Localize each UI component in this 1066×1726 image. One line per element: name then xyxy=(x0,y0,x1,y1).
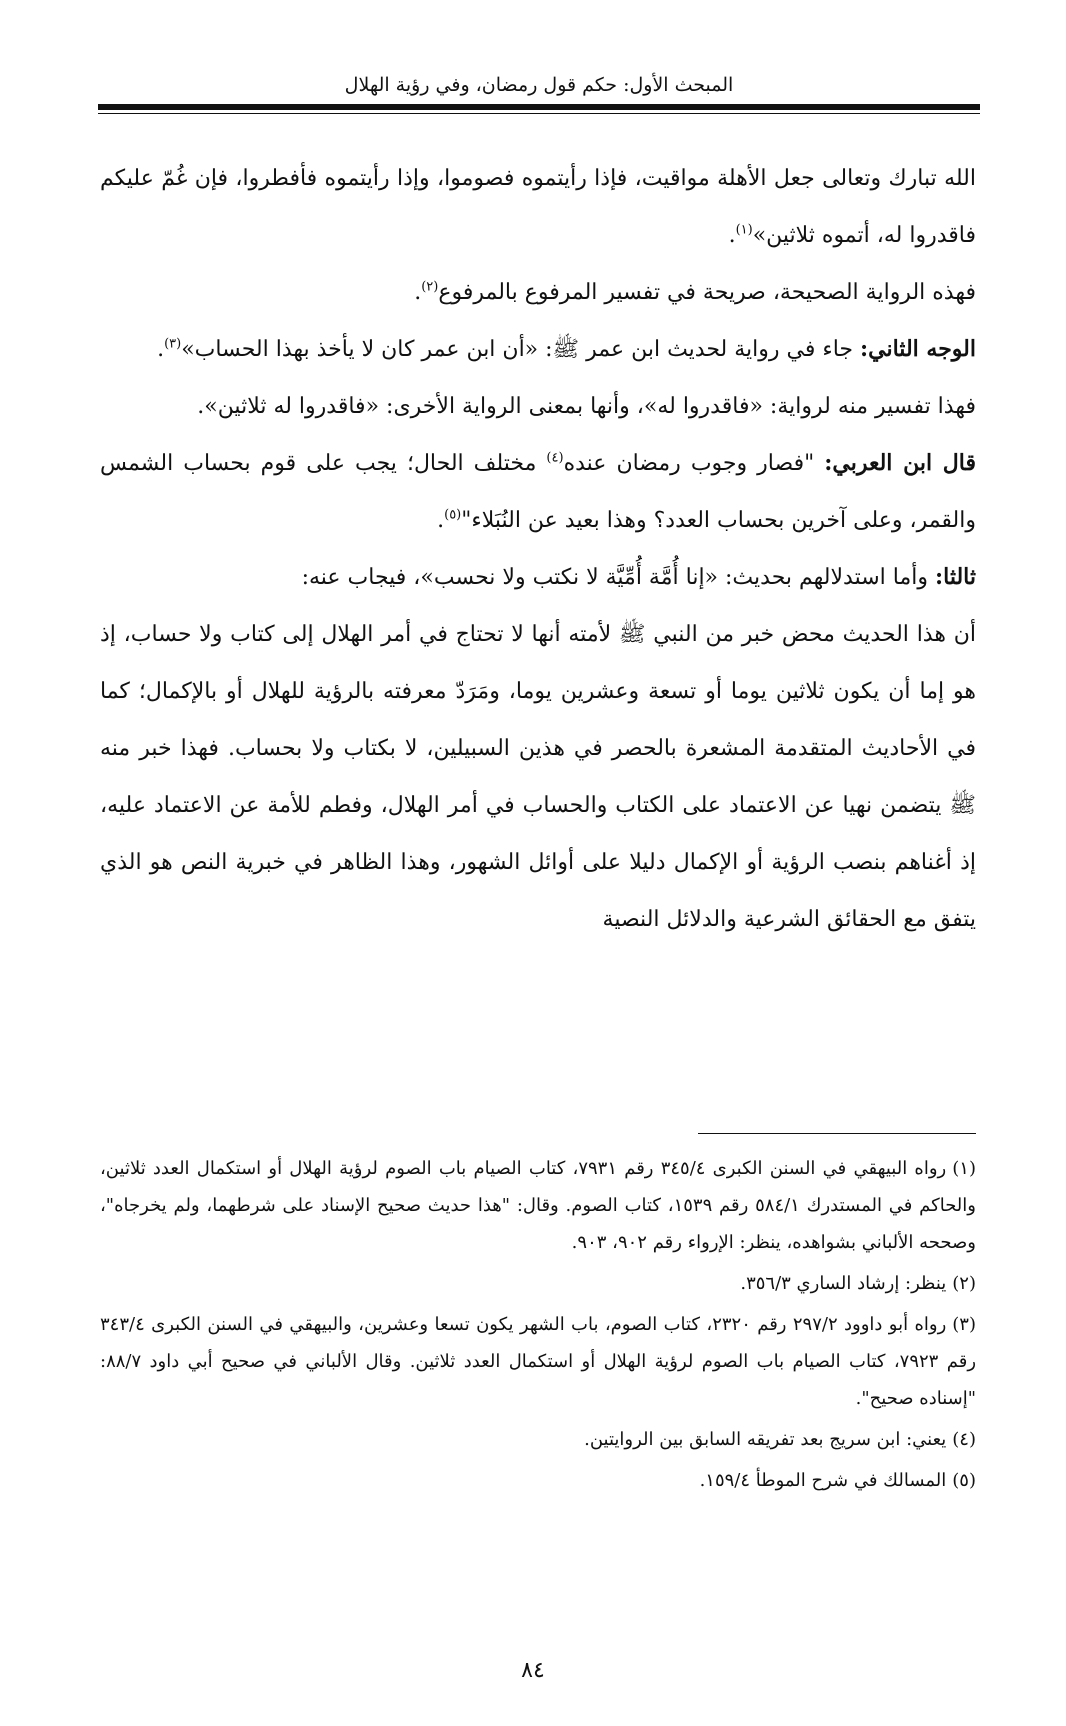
footnote-3 xyxy=(100,1306,976,1417)
main-text xyxy=(100,150,976,948)
footnote-text: رواه البيهقي في السنن الكبرى ٣٤٥/٤ رقم ٧٩٣١، كتاب الصيام باب الصوم لرؤية الهلال أو استكمال العدد ثلاثين، والحاكم في المستدرك ٥٨٤/١ رقم ١٥٣٩، كتاب الصوم. وقال: "هذا حديث صحيح الإسناد على شرطهما، ولم يخرجاه"، وصححه الألباني بشواهده، ينظر: الإرواء رقم ٩٠٢، ٩٠٣. xyxy=(100,1158,976,1253)
header-rule-thin xyxy=(98,113,980,114)
footnote-text: المسالك في شرح الموطأ ١٥٩/٤. xyxy=(699,1470,947,1491)
footnote-number: (١) xyxy=(952,1158,976,1179)
footnote-1 xyxy=(100,1150,976,1261)
paragraph-1-end: . xyxy=(728,223,736,248)
section-label-ibn-al-arabi: قال ابن العربي: xyxy=(824,450,976,476)
running-header: المبحث الأول: حكم قول رمضان، وفي رؤية الهلال xyxy=(344,74,734,96)
paragraph-3 xyxy=(100,321,976,378)
paragraph-2 xyxy=(100,264,976,321)
footnote-2 xyxy=(100,1265,976,1302)
footnote-ref-5: (٥) xyxy=(444,507,462,523)
footnote-ref-2: (٢) xyxy=(421,279,439,295)
footnote-4 xyxy=(100,1421,976,1458)
footnote-ref-4: (٤) xyxy=(546,450,564,466)
paragraph-7 xyxy=(100,606,976,948)
footnote-text: رواه أبو داوود ٢٩٧/٢ رقم ٢٣٢٠، كتاب الصوم، باب الشهر يكون تسعا وعشرين، والبيهقي في السنن الكبرى ٣٤٣/٤ رقم ٧٩٢٣، كتاب الصيام باب الصوم لرؤية الهلال أو استكمال العدد ثلاثين. وقال الألباني في صحيح أبي داود ٨٨/٧: "إسناده صحيح". xyxy=(100,1314,977,1409)
footnote-5 xyxy=(100,1462,976,1499)
section-label-second-aspect: الوجه الثاني: xyxy=(860,336,976,362)
paragraph-3-text: جاء في رواية لحديث ابن عمر ﷺ: «أن ابن عمر كان لا يأخذ بهذا الحساب» xyxy=(181,337,861,362)
page-number: ٨٤ xyxy=(521,1658,545,1683)
footnote-ref-3: (٣) xyxy=(164,336,182,352)
paragraph-4 xyxy=(100,378,976,435)
footnote-separator xyxy=(698,1133,976,1134)
paragraph-1-text: الله تبارك وتعالى جعل الأهلة مواقيت، فإذا رأيتموه فصوموا، وإذا رأيتموه فأفطروا، فإن غُمّ عليكم فاقدروا له، أتموه ثلاثين» xyxy=(100,166,976,248)
paragraph-6-text: وأما استدلالهم بحديث: «إنا أُمَّة أُمِّيَّة لا نكتب ولا نحسب»، فيجاب عنه: xyxy=(301,565,935,590)
paragraph-5-text-b: مختلف الحال؛ يجب على قوم بحساب الشمس والقمر، وعلى آخرين بحساب العدد؟ وهذا بعيد عن النُبَلاء" xyxy=(100,451,976,533)
footnote-text: يعني: ابن سريج بعد تفريقه السابق بين الروايتين. xyxy=(584,1429,947,1450)
footnotes xyxy=(100,1150,976,1503)
footnote-number: (٣) xyxy=(952,1314,976,1335)
header-rule-thick xyxy=(98,104,980,110)
paragraph-3-end: . xyxy=(157,337,165,362)
paragraph-1 xyxy=(100,150,976,264)
paragraph-6 xyxy=(100,549,976,606)
footnote-number: (٤) xyxy=(952,1429,976,1450)
footnote-text: ينظر: إرشاد الساري ٣٥٦/٣. xyxy=(740,1273,947,1294)
paragraph-2-end: . xyxy=(414,280,422,305)
section-label-third: ثالثا: xyxy=(935,564,976,590)
paragraph-7-text: أن هذا الحديث محض خبر من النبي ﷺ لأمته أنها لا تحتاج في أمر الهلال إلى كتاب ولا حساب، إذ هو إما أن يكون ثلاثين يوما أو تسعة وعشرين يوما، ومَرَدّ معرفته بالرؤية للهلال أو بالإكمال؛ كما في الأحاديث المتقدمة المشعرة بالحصر في هذين السبيلين، لا بكتاب ولا بحساب. فهذا خبر منه ﷺ يتضمن نهيا عن الاعتماد على الكتاب والحساب في أمر الهلال، وفطم للأمة عن الاعتماد عليه، إذ أغناهم بنصب الرؤية أو الإكمال دليلا على أوائل الشهور، وهذا الظاهر في خبرية النص هو الذي يتفق مع الحقائق الشرعية والدلائل النصية xyxy=(100,622,976,932)
paragraph-5-end: . xyxy=(437,508,445,533)
paragraph-4-text: فهذا تفسير منه لرواية: «فاقدروا له»، وأنها بمعنى الرواية الأخرى: «فاقدروا له ثلاثين». xyxy=(197,394,976,419)
paragraph-5-text-a: "فصار وجوب رمضان عنده xyxy=(563,451,825,476)
footnote-ref-1: (١) xyxy=(735,222,753,238)
footnote-number: (٥) xyxy=(952,1470,976,1491)
footnote-number: (٢) xyxy=(952,1273,976,1294)
paragraph-2-text: فهذه الرواية الصحيحة، صريحة في تفسير المرفوع بالمرفوع xyxy=(438,280,976,305)
paragraph-5 xyxy=(100,435,976,549)
